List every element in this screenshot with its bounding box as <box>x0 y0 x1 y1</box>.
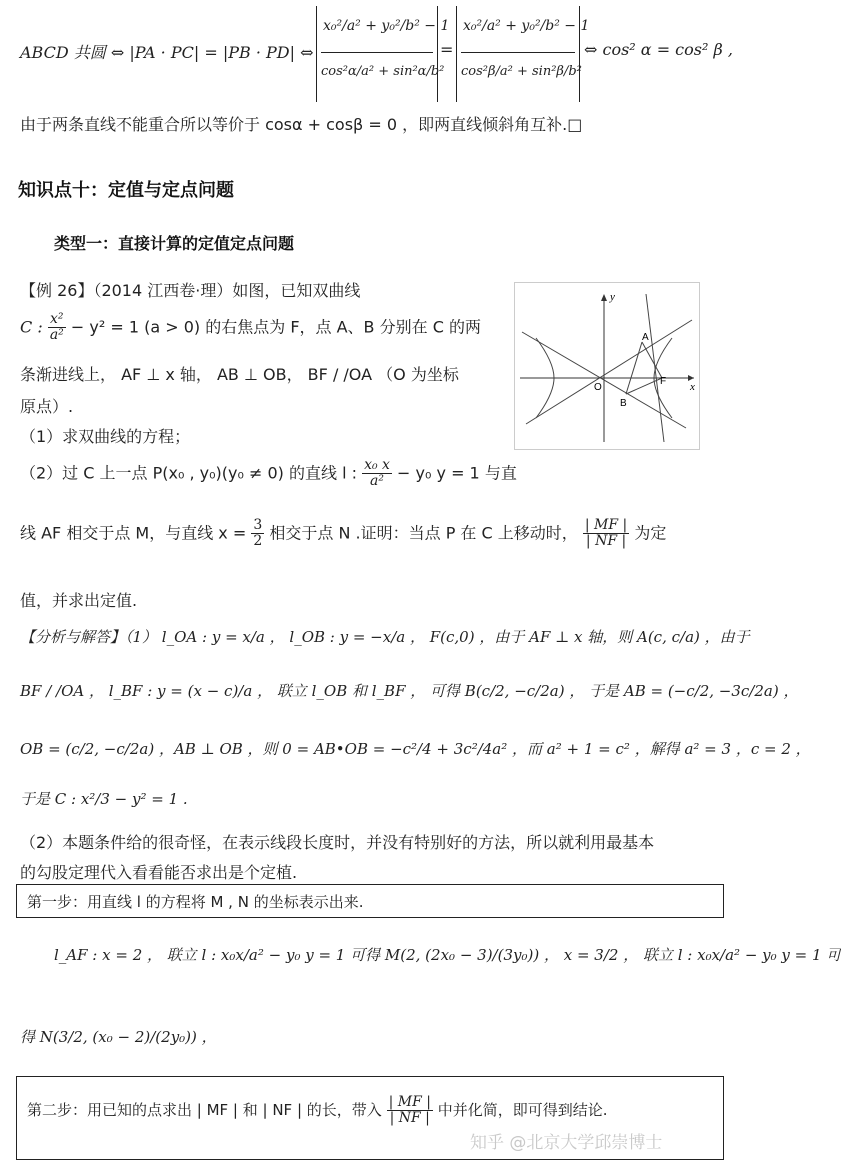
question-2 <box>20 458 517 490</box>
hyperbola-figure <box>514 282 700 450</box>
example-l2-num: x² <box>48 312 66 328</box>
step2-text-b: 中并化简，即可得到结论. <box>437 1100 608 1119</box>
step2-den: | NF | <box>389 1110 430 1127</box>
question-2-cont <box>20 518 666 550</box>
example-l2b: − y² = 1 (a > 0) 的右焦点为 F，点 A、B 分别在 C 的两 <box>70 317 481 337</box>
det-beta-bar <box>461 52 575 53</box>
example-l2-den: a² <box>49 327 64 344</box>
question-1: （1）求双曲线的方程； <box>20 427 191 446</box>
q3-frac <box>251 518 264 550</box>
line-l <box>646 294 667 442</box>
example-l2a: C : <box>20 317 43 337</box>
det-alpha-top: x₀²/a² + y₀²/b² − 1 <box>323 18 450 34</box>
det-alpha-bottom: cos²α/a² + sin²α/b² <box>321 64 445 79</box>
det-beta-bottom: cos²β/a² + sin²β/b² <box>461 64 582 79</box>
q3-den2: | NF | <box>585 533 627 550</box>
line2: 由于两条直线不能重合所以等价于 cosα + cosβ = 0 ，即两直线倾斜角互补.□ <box>20 115 583 134</box>
line-ab <box>626 342 642 394</box>
q2b: − y₀ y = 1 与直 <box>397 463 517 483</box>
y-axis-arrow <box>601 294 607 301</box>
analysis-line3: OB = (c/2, −c/2a) ，AB ⊥ OB ，则 0 = AB•OB = −c²/4 + 3c²/4a² ，而 a² + 1 = c² ，解得 a² = 3 ，c = 2 ， <box>20 740 811 758</box>
step1-box <box>16 884 724 918</box>
example-line3: 条渐进线上， AF ⊥ x 轴， AB ⊥ OB， BF / /OA （O 为坐标 <box>20 365 459 384</box>
step2-content <box>27 1095 608 1127</box>
step1-body-line1: l_AF : x = 2 ， 联立 l : x₀x/a² − y₀ y = 1 可得 M(2, (2x₀ − 3)/(3y₀)) ， x = 3/2 ， 联立 l : x₀x/a² − y₀ y = 1 可 <box>54 946 841 964</box>
question-2-end: 值，并求出定值. <box>20 591 138 610</box>
analysis-part2b: 的勾股定理代入看看能否求出是个定植. <box>20 863 298 882</box>
q3-num2: | MF | <box>584 517 628 533</box>
q3b: 相交于点 N .证明：当点 P 在 C 上移动时， <box>269 523 578 543</box>
watermark: 知乎 @北京大学邱崇博士 <box>470 1133 663 1153</box>
step2-num: | MF | <box>388 1094 431 1110</box>
det-alpha-bar <box>321 52 433 53</box>
step1-body-line2: 得 N(3/2, (x₀ − 2)/(2y₀)) ， <box>20 1028 217 1046</box>
det-alpha <box>316 6 450 102</box>
det-beta-top: x₀²/a² + y₀²/b² − 1 <box>463 18 590 34</box>
point-a-label: A <box>642 332 649 343</box>
step1-text: 第一步：用直线 l 的方程将 M , N 的坐标表示出来. <box>27 893 364 911</box>
q2-num: x₀ x <box>364 457 390 473</box>
q2a: （2）过 C 上一点 P(x₀ , y₀)(y₀ ≠ 0) 的直线 l : <box>20 463 357 483</box>
example-line1: 【例 26】（2014 江西卷·理）如图，已知双曲线 <box>20 281 361 300</box>
det-beta <box>456 6 590 102</box>
line1-eq: = <box>440 40 454 59</box>
asymptote-2 <box>526 320 692 424</box>
line1-suffix: ⇔ cos² α = cos² β , <box>584 40 733 59</box>
q3-num: 3 <box>253 517 263 533</box>
q3-den: 2 <box>253 533 263 550</box>
q3-frac2 <box>583 518 629 550</box>
point-f-label: F <box>660 376 667 387</box>
analysis-line2: BF / /OA ， l_BF : y = (x − c)/a ， 联立 l_OB 和 l_BF ， 可得 B(c/2, −c/2a) ， 于是 AB = (−c/2, −3c/2a) ， <box>20 682 799 700</box>
q2-den: a² <box>370 473 384 490</box>
analysis-line1: 【分析与解答】（1） l_OA : y = x/a ， l_OB : y = −x/a ， F(c,0) ，由于 AF ⊥ x 轴，则 A(c, c/a) ，由于 <box>20 628 750 646</box>
section-title: 知识点十：定值与定点问题 <box>18 180 234 201</box>
step2-text-a: 第二步：用已知的点求出 | MF | 和 | NF | 的长，带入 <box>27 1100 382 1119</box>
analysis-part2a: （2）本题条件给的很奇怪，在表示线段长度时，并没有特别好的方法，所以就利用最基本 <box>20 833 655 852</box>
example-line4: 原点）. <box>20 397 74 416</box>
subsection-title: 类型一：直接计算的定值定点问题 <box>54 234 295 253</box>
y-axis-label: y <box>610 291 615 303</box>
line1-prefix: ABCD 共圆 ⇔ |PA · PC| = |PB · PD| ⇔ <box>20 43 314 62</box>
origin-label: O <box>594 382 602 393</box>
q3c: 为定 <box>634 523 667 543</box>
x-axis-label: x <box>690 381 695 393</box>
q3a: 线 AF 相交于点 M，与直线 x = <box>20 523 247 543</box>
example-line2 <box>20 312 481 344</box>
point-b-label: B <box>620 398 627 409</box>
figure-frame <box>515 283 700 450</box>
step2-frac <box>387 1095 433 1127</box>
analysis-line4: 于是 C : x²/3 − y² = 1 . <box>20 790 188 808</box>
example-l2-frac <box>48 312 66 344</box>
q2-frac <box>362 458 392 490</box>
